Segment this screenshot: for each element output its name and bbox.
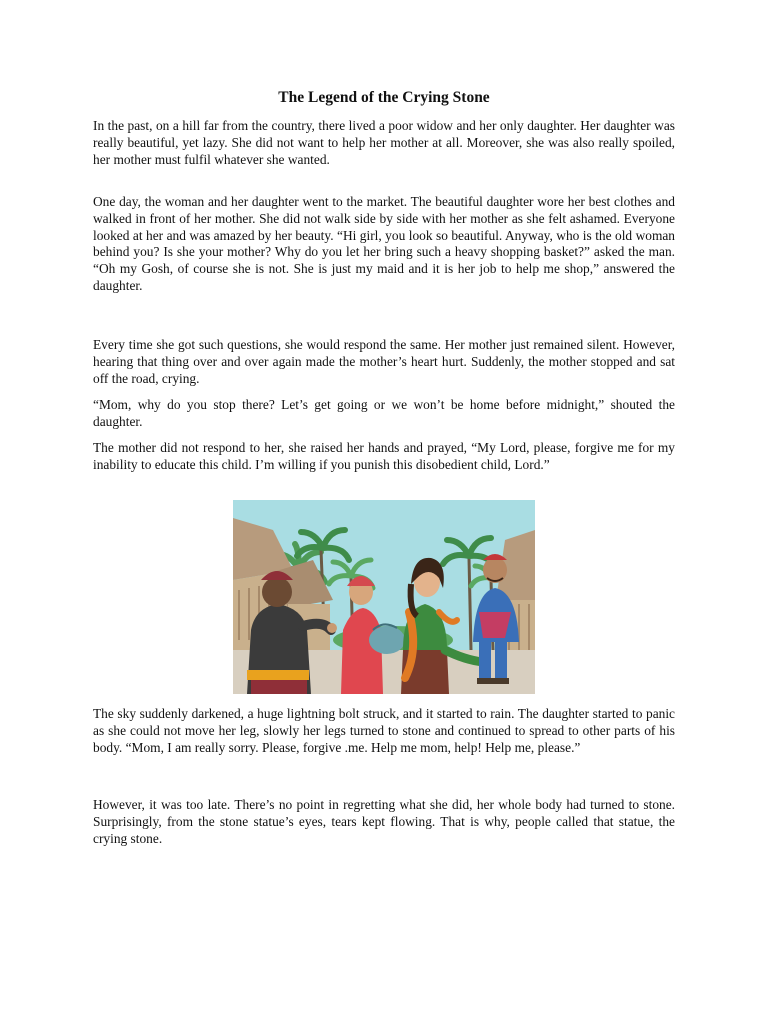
document-title: The Legend of the Crying Stone: [278, 89, 490, 106]
paragraph-market: One day, the woman and her daughter went to the market. The beautiful daughter wore her best clothes and walked in front of her mother. She did not walk side by side with her mother as she felt ashamed. Everyone looked at her and was amazed by her beauty. “Hi girl, you look so beautiful. Anyway, who is the old woman behind you? Is she your mother? Why do you let her bring such a heavy shopping basket?” asked the man. “Oh my Gosh, of course she is not. She is just my maid and it is her job to help me shop,” answered the daughter.: [93, 194, 675, 293]
paragraph-questions: Every time she got such questions, she would respond the same. Her mother just remained silent. However, hearing that thing over and over again made the mother’s heart hurt. Suddenly, the mother stopped and sat off the road, crying.: [93, 337, 675, 386]
paragraph-lightning: The sky suddenly darkened, a huge lightning bolt struck, and it started to rain. The daughter started to panic as she could not move her leg, slowly her legs turned to stone and continued to spread to other parts of his body. “Mom, I am really sorry. Please, forgive .me. Help me mom, help! Help me, please.”: [93, 706, 675, 755]
paragraph-ending: However, it was too late. There’s no point in regretting what she did, her whole body had turned to stone. Surprisingly, from the stone statue’s eyes, tears kept flowing. That is why, people called that statue, the crying stone.: [93, 797, 675, 846]
paragraph-prayer: The mother did not respond to her, she raised her hands and prayed, “My Lord, please, forgive me for my inability to educate this child. I’m willing if you punish this disobedient child, Lord.”: [93, 440, 675, 472]
paragraph-shout: “Mom, why do you stop there? Let’s get going or we won’t be home before midnight,” shouted the daughter.: [93, 397, 675, 429]
paragraph-intro: In the past, on a hill far from the country, there lived a poor widow and her only daughter. Her daughter was really beautiful, yet lazy. She did not want to help her mother at all. Moreover, she was also really spoiled, her mother must fulfil whatever she wanted.: [93, 118, 675, 167]
story-illustration: [233, 500, 535, 694]
